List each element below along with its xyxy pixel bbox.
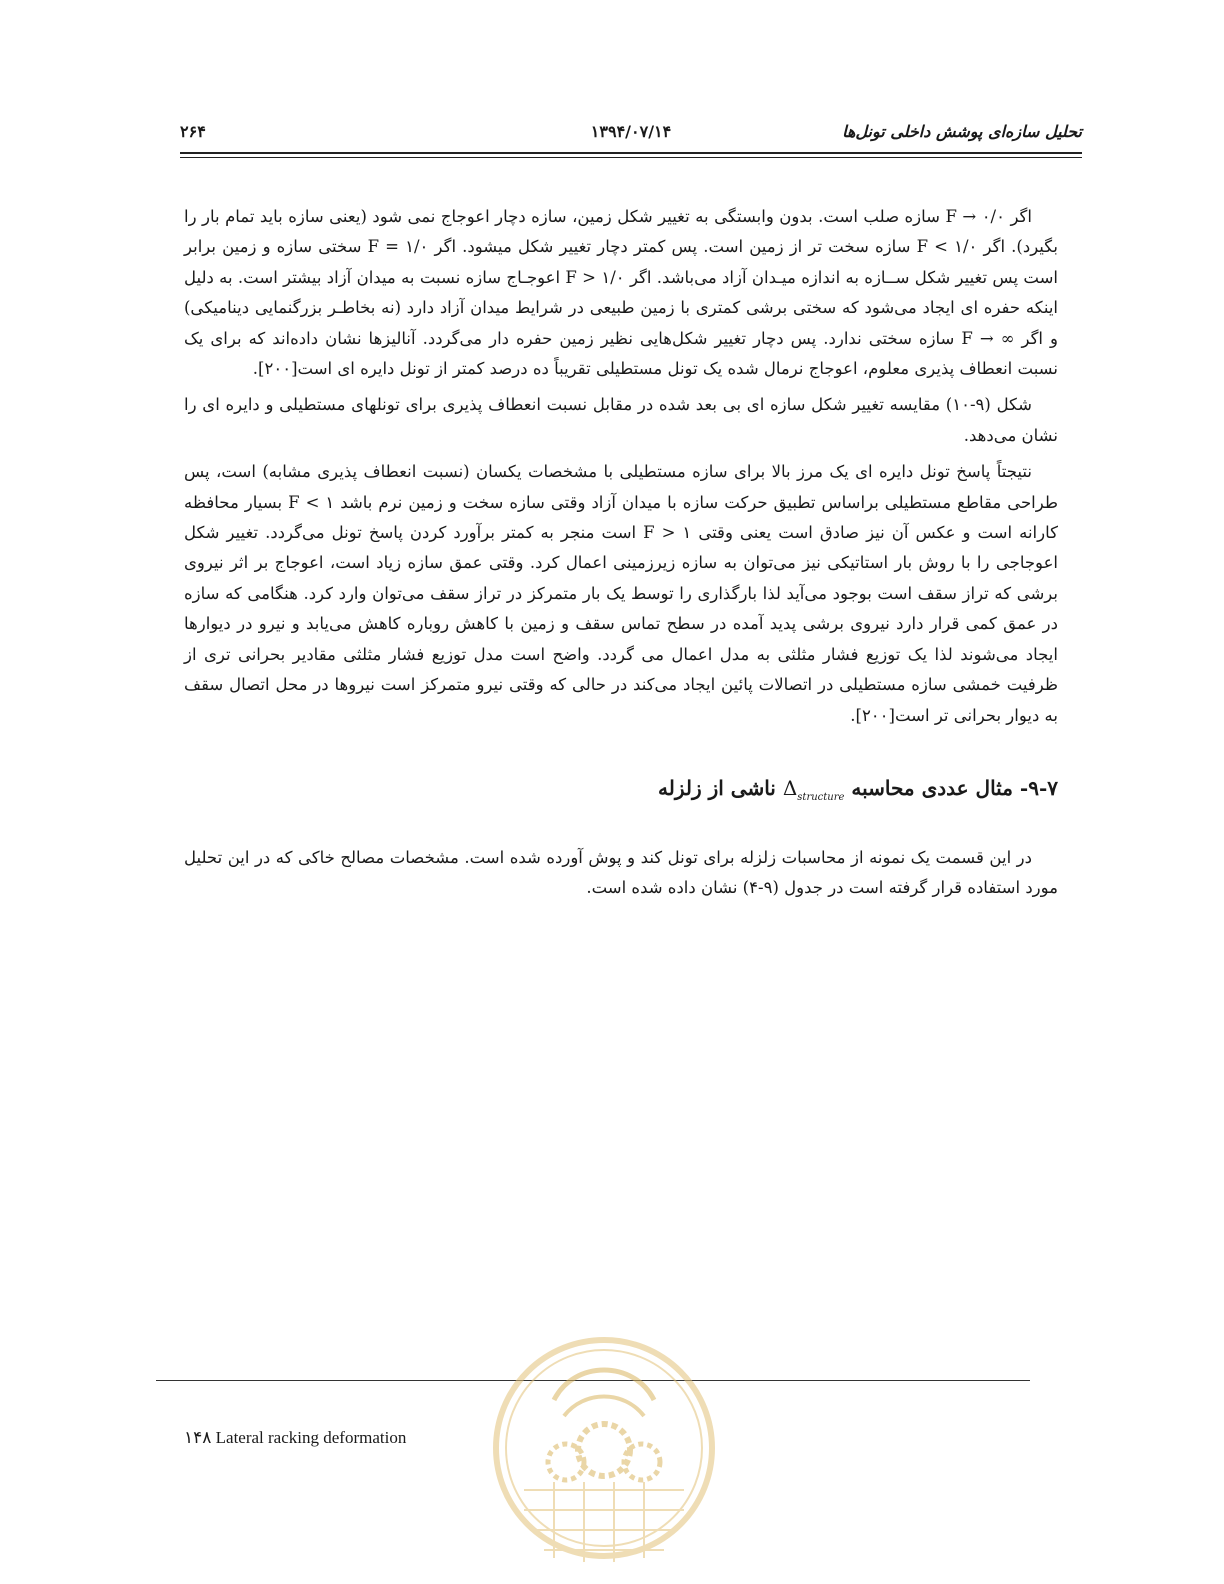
paragraph-rectangular-response: نتیجتاً پاسخ تونل دایره ای یک مرز بالا برای سازه مستطیلی با مشخصات یکسان (نسبت انعطاف پذیری مشابه) است، پس طراحی مقاطع مستطیلی براساس تطبیق حرکت سازه با میدان آزاد وقتی سازه سخت و زمین نرم باشد F < ۱ بسیار محافظه کارانه است و عکس آن نیز صادق است یعنی وقتی F > ۱ است منجر به کمتر برآورد کردن پاسخ تونل می‌گردد. تغییر شکل اعوجاجی را با روش بار استاتیکی نیز می‌توان به سازه زیرزمینی اعمال کرد. وقتی عمق سازه زیاد است، اعوجاج بر اثر نیروی برشی که تراز سقف است بوجود می‌آید لذا بارگذاری را توسط یک بار متمرکز در تراز سقف می‌توان وارد کرد. هنگامی که سازه در عمق کمی قرار دارد نیروی برشی پدید آمده در سطح تماس سقف و زمین با کاهش روباره کاهش می‌یابد و نیرو در دیوارها ایجاد می‌شوند لذا یک توزیع فشار مثلثی به مدل اعمال می گردد. واضح است مدل توزیع فشار مثلثی مقادیر بحرانی تری از ظرفیت خمشی سازه مستطیلی در اتصالات پائین ایجاد می‌کند در حالی که وقتی نیرو متمرکز است نیروها در محل اتصال سقف به دیوار بحرانی تر است[۲۰۰]. [184, 462, 1058, 725]
header-date: ۱۳۹۴/۰۷/۱۴ [590, 122, 672, 141]
running-title: تحلیل سازه‌ای پوشش داخلی تونل‌ها [842, 122, 1082, 141]
delta-structure-symbol [782, 775, 845, 803]
page-body [184, 202, 1058, 910]
section-heading [184, 771, 1058, 815]
delta-subscript: structure [797, 791, 845, 803]
paragraph-example-intro: در این قسمت یک نمونه از محاسبات زلزله برای تونل کند و پوش آورده شده است. مشخصات مصالح خاکی که در این تحلیل مورد استفاده قرار گرفته است در جدول (۹-۴) نشان داده شده است. [184, 847, 1058, 898]
paragraph-flexibility: اگر ۰/۰ → F سازه صلب است. بدون وابستگی به تغییر شکل زمین، سازه دچار اعوجاج نمی شود (یعنی سازه باید تمام بار را بگیرد). اگر F < ۱/۰ سازه سخت تر از زمین است. پس کمتر دچار تغییر شکل میشود. اگر F = ۱/۰ سختی سازه و زمین برابر است پس تغییر شکل ســازه به اندازه میـدان آزاد می‌باشد. اگر F > ۱/۰ اعوجـاج سازه نسبت به میدان آزاد بیشتر است. به دلیل اینکه حفره ای ایجاد می‌شود که سختی برشی کمتری با زمین طبیعی در شرایط میدان آزاد دارد (نه بخاطـر بزرگنمایی دینامیکی) و اگر ∞ → F سازه سختی ندارد. پس دچار تغییر شکل‌هایی نظیر زمین حفره دار می‌گردد. آنالیزها نشان داده‌اند که برای یک نسبت انعطاف پذیری معلوم، اعوجاج نرمال شده یک تونل مستطیلی تقریباً ده درصد کمتر از تونل دایره ای است[۲۰۰]. [184, 207, 1059, 379]
header-rule-thin [180, 157, 1082, 158]
footnote-lateral-racking: ۱۴۸ Lateral racking deformation [184, 1428, 407, 1447]
section-heading-suffix: ناشی از زلزله [658, 775, 776, 800]
paragraph-figure-reference: شکل (۹-۱۰) مقایسه تغییر شکل سازه ای بی بعد شده در مقابل نسبت انعطاف پذیری برای تونلهای مستطیلی و دایره ای را نشان می‌دهد. [184, 395, 1058, 445]
header-rule-thick [180, 152, 1082, 154]
delta-symbol: Δ [782, 775, 798, 800]
page-header [180, 118, 1082, 148]
publisher-seal-watermark [484, 1330, 724, 1584]
page-number: ۲۶۴ [180, 122, 206, 141]
section-heading-prefix: ۹-۷- مثال عددی محاسبه [851, 775, 1058, 800]
